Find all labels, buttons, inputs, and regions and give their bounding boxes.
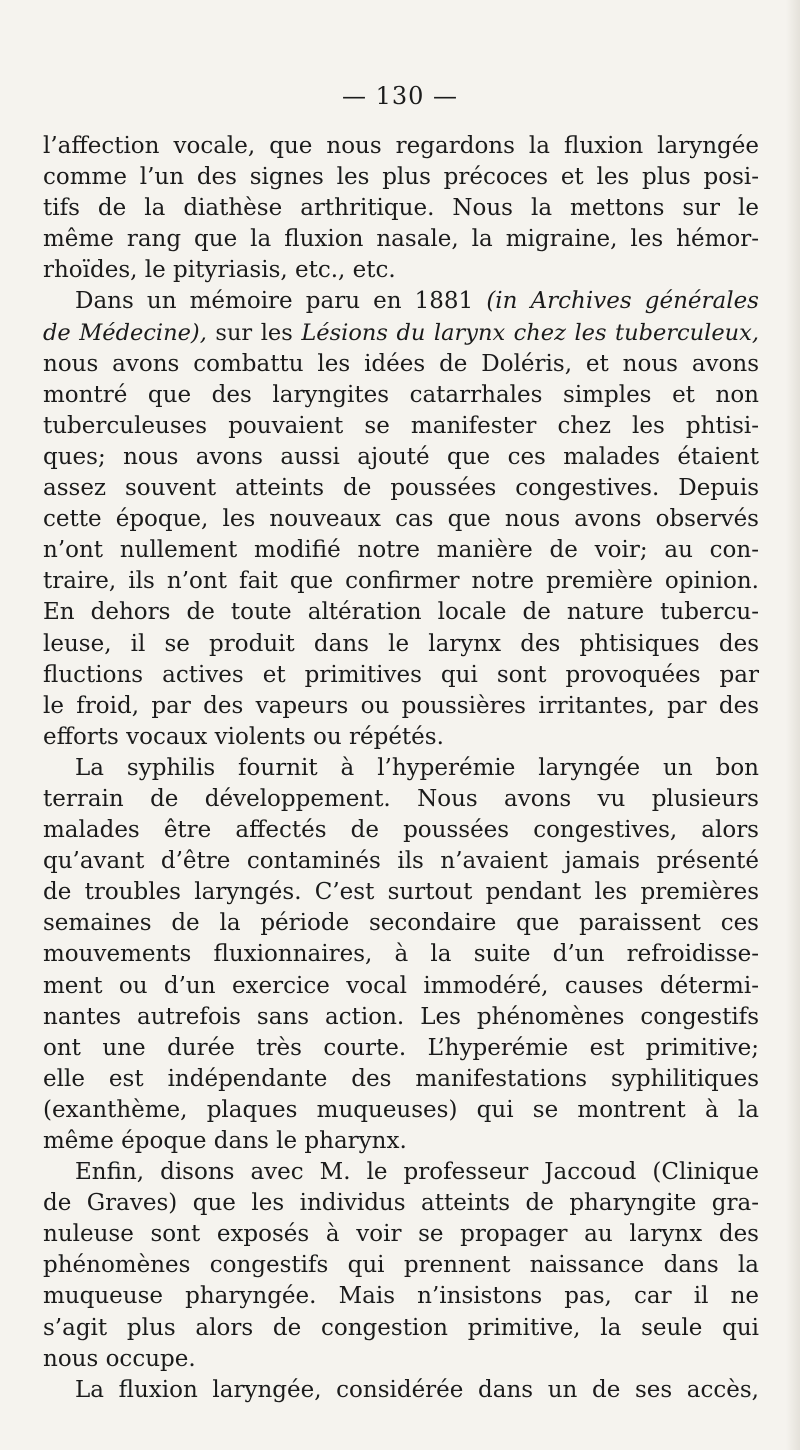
line-text: assez souvent atteints de poussées congestives. Depuis: [43, 475, 759, 502]
text-line: [43, 442, 759, 473]
italic-text: (in Archives générales: [486, 288, 759, 315]
line-text: terrain de développement. Nous avons vu plusieurs: [43, 785, 759, 812]
line-text: elle est indépendante des manifestations syphilitiques: [43, 1065, 759, 1092]
italic-text: Lésions du larynx chez les tuberculeux,: [301, 319, 759, 346]
text-line: [43, 877, 759, 908]
line-text: montré que des laryngites catarrhales simples et non: [43, 381, 759, 408]
line-text: fluctions actives et primitives qui sont provoquées par: [43, 661, 759, 688]
text-line: [43, 224, 759, 255]
text-line: [43, 1157, 759, 1188]
page-number: — 130 —: [341, 82, 459, 110]
text-line: [43, 597, 759, 628]
text-line: [43, 1344, 759, 1375]
text-line: [43, 908, 759, 939]
line-text: nuleuse sont exposés à voir se propager au larynx des: [43, 1221, 759, 1248]
text-line: [43, 1126, 759, 1157]
text-line: [43, 846, 759, 877]
line-text: ont une durée très courte. L’hyperémie est primitive;: [43, 1034, 759, 1061]
line-text: ment ou d’un exercice vocal immodéré, causes détermi-: [43, 972, 759, 999]
text-line: [43, 131, 759, 162]
text-line: [43, 660, 759, 691]
line-text: La syphilis fournit à l’hyperémie laryngée un bon: [75, 754, 759, 781]
text-line: [43, 1002, 759, 1033]
text-line: [43, 380, 759, 411]
text-line: [43, 1375, 759, 1406]
line-text: leuse, il se produit dans le larynx des phtisiques des: [43, 630, 759, 657]
line-text: ques; nous avons aussi ajouté que ces malades étaient: [43, 443, 759, 470]
text-line: [43, 318, 759, 349]
line-text: rhoïdes, le pityriasis, etc., etc.: [43, 257, 396, 284]
line-text: tuberculeuses pouvaient se manifester chez les phtisi-: [43, 412, 759, 439]
line-text: phénomènes congestifs qui prennent naissance dans la: [43, 1252, 759, 1279]
line-text: le froid, par des vapeurs ou poussières irritantes, par des: [43, 692, 759, 719]
line-text: cette époque, les nouveaux cas que nous avons observés: [43, 506, 759, 533]
text-line: [43, 193, 759, 224]
line-text: l’affection vocale, que nous regardons la fluxion laryngée: [43, 133, 759, 159]
text-line: [43, 566, 759, 597]
line-text: n’ont nullement modifié notre manière de voir; au con-: [43, 537, 759, 564]
line-text: s’agit plus alors de congestion primitive, la seule qui: [43, 1314, 759, 1341]
italic-text: de Médecine),: [43, 319, 207, 346]
text-line: [43, 1095, 759, 1126]
line-text: (exanthème, plaques muqueuses) qui se montrent à la: [43, 1096, 759, 1123]
text-line: [43, 349, 759, 380]
text-line: [43, 815, 759, 846]
text-line: [43, 473, 759, 504]
line-text: nantes autrefois sans action. Les phénomènes congestifs: [43, 1003, 759, 1030]
line-text: La fluxion laryngée, considérée dans un de ses accès,: [75, 1376, 759, 1403]
text-line: [43, 691, 759, 722]
text-line: [43, 1313, 759, 1344]
line-text: En dehors de toute altération locale de nature tubercu-: [43, 599, 759, 626]
line-text: même époque dans le pharynx.: [43, 1128, 407, 1154]
line-text: malades être affectés de poussées congestives, alors: [43, 817, 759, 844]
text-line: [43, 629, 759, 660]
text-line: [43, 1064, 759, 1095]
line-text: nous occupe.: [43, 1345, 196, 1372]
line-text: comme l’un des signes les plus précoces et les plus posi-: [43, 164, 759, 191]
text-line: [43, 1250, 759, 1281]
text-line: [43, 1281, 759, 1312]
line-text: qu’avant d’être contaminés ils n’avaient jamais présenté: [43, 848, 759, 875]
text-line: [43, 1033, 759, 1064]
text-line: [43, 162, 759, 193]
text-line: [43, 255, 759, 286]
text-line: [43, 971, 759, 1002]
text-line: [43, 753, 759, 784]
line-text: mouvements fluxionnaires, à la suite d’un refroidisse-: [43, 941, 759, 968]
line-text: Enfin, disons avec M. le professeur Jaccoud (Clinique: [75, 1159, 759, 1186]
line-text: traire, ils n’ont fait que confirmer notre première opinion.: [43, 568, 759, 595]
body-text: [43, 131, 759, 1406]
text-line: [43, 535, 759, 566]
text-line: [43, 939, 759, 970]
line-text: Dans un mémoire paru en 1881: [75, 288, 487, 315]
text-line: [43, 286, 759, 317]
text-line: [43, 1219, 759, 1250]
line-text: nous avons combattu les idées de Doléris, et nous avons: [43, 350, 759, 377]
line-text: de troubles laryngés. C’est surtout pendant les premières: [43, 879, 759, 906]
text-line: [43, 411, 759, 442]
text-line: [43, 784, 759, 815]
page-edge-shadow: [786, 0, 800, 1450]
line-text: de Graves) que les individus atteints de pharyngite gra-: [43, 1190, 759, 1217]
line-text: efforts vocaux violents ou répétés.: [43, 723, 444, 750]
line-text: même rang que la fluxion nasale, la migraine, les hémor-: [43, 226, 759, 253]
line-text: muqueuse pharyngée. Mais n’insistons pas, car il ne: [43, 1283, 759, 1310]
text-line: [43, 1188, 759, 1219]
text-line: [43, 722, 759, 753]
line-text: sur les: [206, 319, 302, 346]
line-text: tifs de la diathèse arthritique. Nous la mettons sur le: [43, 195, 759, 222]
line-text: semaines de la période secondaire que paraissent ces: [43, 910, 759, 937]
text-line: [43, 504, 759, 535]
